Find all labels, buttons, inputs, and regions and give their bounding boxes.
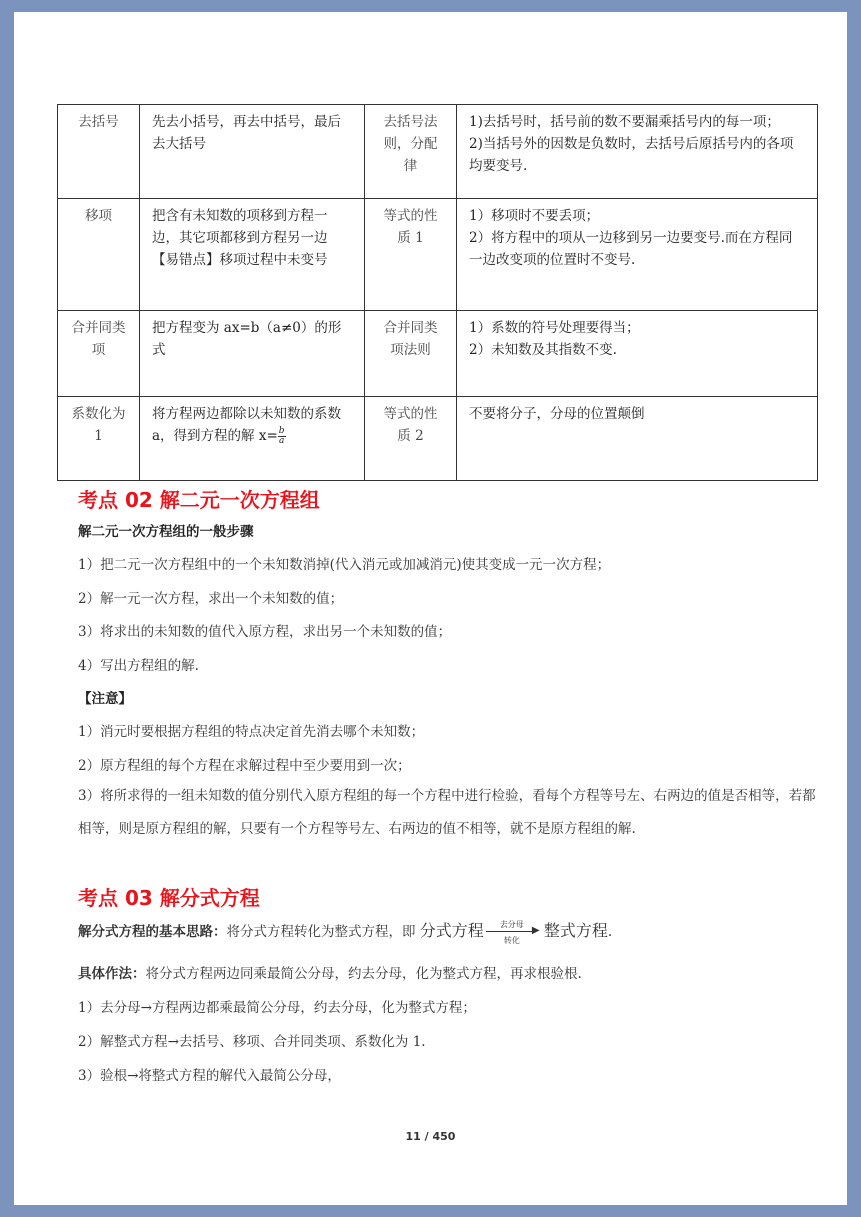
list-item: 2）原方程组的每个方程在求解过程中至少要用到一次； bbox=[78, 758, 411, 774]
method-cell: 先去小括号，再去中括号，最后去大括号 bbox=[140, 105, 365, 199]
note-cell: 1)去括号时，括号前的数不要漏乘括号内的每一项； 2)当括号外的因数是负数时，去括号后原括号内的各项均要变号. bbox=[457, 105, 818, 199]
note-cell: 不要将分子，分母的位置颠倒 bbox=[457, 397, 818, 481]
note-cell: 1）系数的符号处理要得当； 2）未知数及其指数不变. bbox=[457, 311, 818, 397]
table-row bbox=[58, 311, 818, 397]
list-item: 1）把二元一次方程组中的一个未知数消掉(代入消元或加减消元)使其变成一元一次方程； bbox=[78, 557, 611, 573]
list-item: 4）写出方程组的解. bbox=[78, 658, 199, 674]
table-row bbox=[58, 397, 818, 481]
section-heading: 考点 03 解分式方程 bbox=[78, 886, 260, 910]
fraction-denominator: a bbox=[278, 436, 285, 446]
document-page bbox=[14, 12, 847, 1205]
method-cell bbox=[140, 397, 365, 481]
basis-cell: 去括号法则，分配律 bbox=[365, 105, 457, 199]
page-number: 11 / 450 bbox=[405, 1130, 456, 1143]
list-item: 3）将求出的未知数的值代入原方程，求出另一个未知数的值； bbox=[78, 624, 452, 640]
method-label: 具体作法： bbox=[78, 966, 146, 982]
step-cell: 去括号 bbox=[58, 105, 140, 199]
end-mark: . bbox=[607, 924, 613, 940]
method-cell: 把方程变为 ax=b（a≠0）的形式 bbox=[140, 311, 365, 397]
note-cell: 1）移项时不要丢项； 2）将方程中的项从一边移到另一边要变号.而在方程同一边改变项的位置时不变号. bbox=[457, 199, 818, 311]
fraction bbox=[278, 427, 286, 446]
step-cell: 系数化为 1 bbox=[58, 397, 140, 481]
basic-idea bbox=[78, 918, 818, 946]
method-text: 将方程两边都除以未知数的系数 a，得到方程的解 x= bbox=[152, 406, 341, 444]
idea-label: 解分式方程的基本思路： bbox=[78, 924, 227, 940]
table-row bbox=[58, 105, 818, 199]
method-text: 将分式方程两边同乘最简公分母，约去分母，化为整式方程，再求根验根. bbox=[145, 966, 582, 982]
step-cell: 合并同类项 bbox=[58, 311, 140, 397]
section-subheading: 解二元一次方程组的一般步骤 bbox=[78, 524, 254, 540]
basis-cell: 合并同类项法则 bbox=[365, 311, 457, 397]
arrow-icon: 去分母 ▶ 转化 bbox=[486, 920, 542, 946]
list-item: 2）解整式方程→去括号、移项、合并同类项、系数化为 1. bbox=[78, 1034, 426, 1050]
step-cell: 移项 bbox=[58, 199, 140, 311]
from-term: 分式方程 bbox=[419, 921, 484, 940]
list-item: 3）验根→将整式方程的解代入最简公分母， bbox=[78, 1068, 341, 1084]
basis-cell: 等式的性质 1 bbox=[365, 199, 457, 311]
table-row bbox=[58, 199, 818, 311]
to-term: 整式方程 bbox=[543, 921, 608, 940]
section-heading: 考点 02 解二元一次方程组 bbox=[78, 488, 320, 512]
fraction-numerator: b bbox=[278, 426, 285, 436]
method-cell: 把含有未知数的项移到方程一边，其它项都移到方程另一边【易错点】移项过程中未变号 bbox=[140, 199, 365, 311]
idea-text: 将分式方程转化为整式方程，即 bbox=[226, 924, 416, 940]
list-item: 1）去分母→方程两边都乘最简公分母，约去分母，化为整式方程； bbox=[78, 1000, 476, 1016]
list-item: 2）解一元一次方程，求出一个未知数的值； bbox=[78, 591, 344, 607]
list-item: 1）消元时要根据方程组的特点决定首先消去哪个未知数； bbox=[78, 724, 425, 740]
arrow-top-label: 去分母 bbox=[499, 919, 524, 929]
equation-steps-table bbox=[57, 104, 818, 481]
method-line bbox=[78, 962, 818, 982]
list-item: 3）将所求得的一组未知数的值分别代入原方程组的每一个方程中进行检验，看每个方程等号左、右两边的值是否相等，若都相等，则是原方程组的解，只要有一个方程等号左、右两边的值不相等，就不是原方程组的解. bbox=[78, 788, 816, 837]
basis-cell: 等式的性质 2 bbox=[365, 397, 457, 481]
arrow-bottom-label: 转化 bbox=[503, 935, 520, 945]
note-label: 【注意】 bbox=[78, 691, 132, 707]
